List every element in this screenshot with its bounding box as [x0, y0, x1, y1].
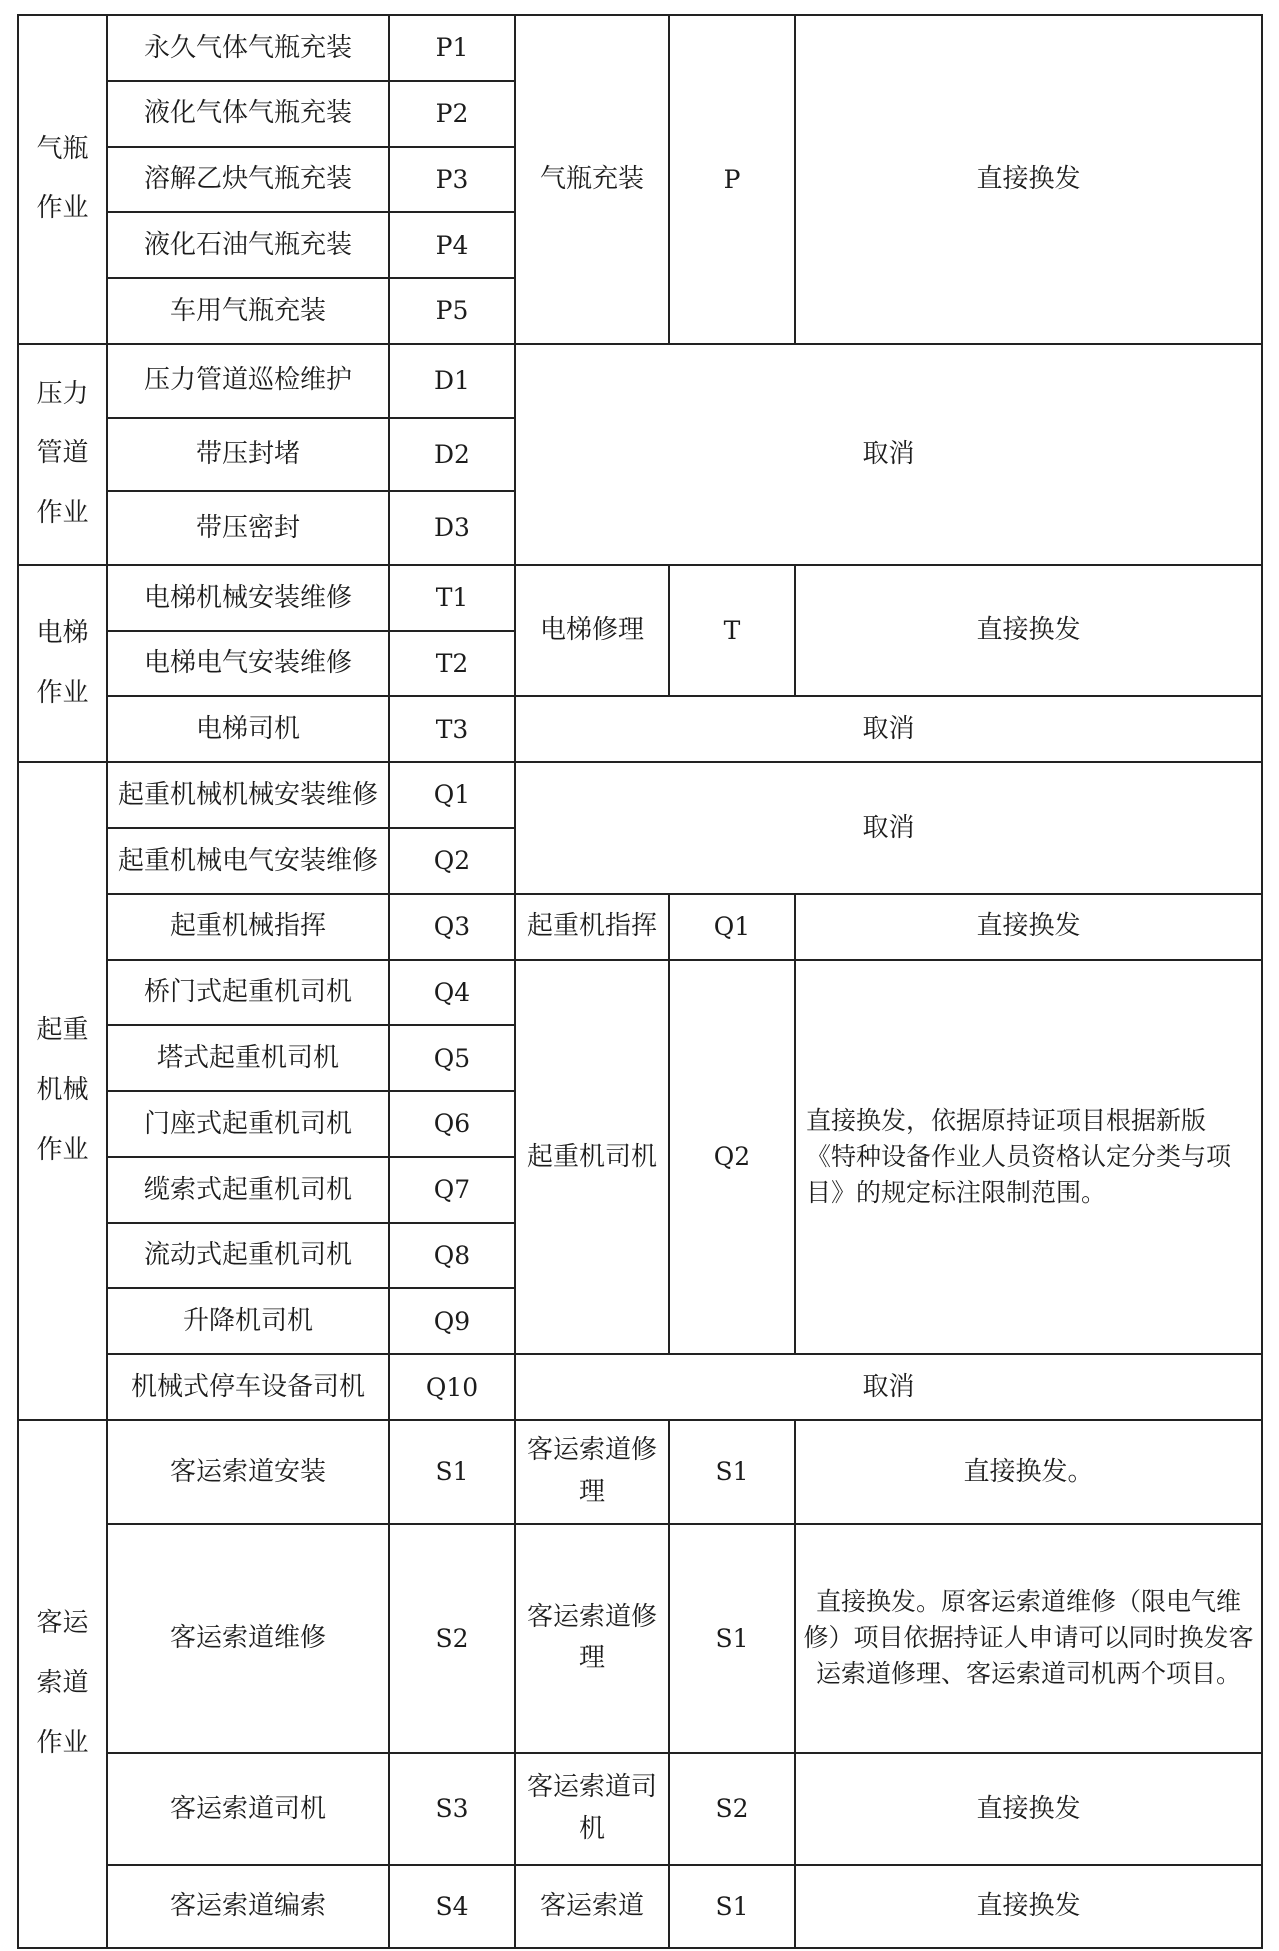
item-code: D3 — [389, 491, 515, 565]
item-code: S1 — [389, 1420, 515, 1524]
item-name: 客运索道安装 — [107, 1420, 389, 1524]
table-row — [18, 696, 1262, 762]
item-code: Q5 — [389, 1025, 515, 1091]
item-code: T1 — [389, 565, 515, 631]
certificate-conversion-table — [17, 14, 1263, 1949]
new-item-name: 客运索道 — [515, 1865, 669, 1948]
item-code: S2 — [389, 1524, 515, 1753]
table-row — [18, 894, 1262, 960]
item-name: 带压封堵 — [107, 418, 389, 492]
item-name: 客运索道司机 — [107, 1753, 389, 1865]
item-name: 溶解乙炔气瓶充装 — [107, 147, 389, 213]
item-code: T3 — [389, 696, 515, 762]
item-name: 起重机械机械安装维修 — [107, 762, 389, 828]
table-row — [18, 1753, 1262, 1865]
table-row — [18, 762, 1262, 828]
table-row — [18, 15, 1262, 81]
cancel-cell: 取消 — [515, 696, 1262, 762]
new-item-name: 起重机指挥 — [515, 894, 669, 960]
item-code: S3 — [389, 1753, 515, 1865]
note-cell: 直接换发。原客运索道维修（限电气维修）项目依据持证人申请可以同时换发客运索道修理、客运索道司机两个项目。 — [795, 1524, 1262, 1753]
table-row — [18, 1420, 1262, 1524]
cancel-cell: 取消 — [515, 344, 1262, 565]
item-code: P5 — [389, 278, 515, 344]
new-item-code: P — [669, 15, 795, 344]
item-name: 起重机械指挥 — [107, 894, 389, 960]
table-row — [18, 960, 1262, 1026]
category-cell: 起重机械作业 — [18, 762, 107, 1420]
new-item-name: 电梯修理 — [515, 565, 669, 697]
item-name: 带压密封 — [107, 491, 389, 565]
new-item-code: Q1 — [669, 894, 795, 960]
item-name: 永久气体气瓶充装 — [107, 15, 389, 81]
item-name: 缆索式起重机司机 — [107, 1157, 389, 1223]
table-row — [18, 565, 1262, 631]
item-name: 机械式停车设备司机 — [107, 1354, 389, 1420]
item-code: Q8 — [389, 1223, 515, 1289]
item-name: 电梯电气安装维修 — [107, 631, 389, 697]
new-item-name: 气瓶充装 — [515, 15, 669, 344]
table-row — [18, 1524, 1262, 1753]
item-name: 客运索道编索 — [107, 1865, 389, 1948]
item-name: 电梯司机 — [107, 696, 389, 762]
table-row — [18, 344, 1262, 418]
item-name: 液化石油气瓶充装 — [107, 212, 389, 278]
item-name: 电梯机械安装维修 — [107, 565, 389, 631]
note-cell: 直接换发 — [795, 1865, 1262, 1948]
note-cell: 直接换发，依据原持证项目根据新版《特种设备作业人员资格认定分类与项目》的规定标注限制范围。 — [795, 960, 1262, 1355]
cancel-cell: 取消 — [515, 1354, 1262, 1420]
item-code: D1 — [389, 344, 515, 418]
item-code: Q10 — [389, 1354, 515, 1420]
item-code: S4 — [389, 1865, 515, 1948]
item-code: P4 — [389, 212, 515, 278]
new-item-code: S1 — [669, 1420, 795, 1524]
new-item-code: S1 — [669, 1524, 795, 1753]
item-name: 客运索道维修 — [107, 1524, 389, 1753]
note-cell: 直接换发 — [795, 1753, 1262, 1865]
new-item-code: S1 — [669, 1865, 795, 1948]
item-code: Q1 — [389, 762, 515, 828]
item-code: Q4 — [389, 960, 515, 1026]
category-cell: 电梯作业 — [18, 565, 107, 762]
table-row — [18, 1865, 1262, 1948]
new-item-name: 客运索道司机 — [515, 1753, 669, 1865]
new-item-code: T — [669, 565, 795, 697]
item-name: 流动式起重机司机 — [107, 1223, 389, 1289]
item-name: 车用气瓶充装 — [107, 278, 389, 344]
cancel-cell: 取消 — [515, 762, 1262, 894]
item-code: Q3 — [389, 894, 515, 960]
item-code: Q9 — [389, 1288, 515, 1354]
item-code: P2 — [389, 81, 515, 147]
note-cell: 直接换发 — [795, 894, 1262, 960]
note-cell: 直接换发。 — [795, 1420, 1262, 1524]
item-code: P1 — [389, 15, 515, 81]
item-name: 桥门式起重机司机 — [107, 960, 389, 1026]
new-item-name: 起重机司机 — [515, 960, 669, 1355]
new-item-code: Q2 — [669, 960, 795, 1355]
note-cell: 直接换发 — [795, 15, 1262, 344]
item-name: 门座式起重机司机 — [107, 1091, 389, 1157]
new-item-name: 客运索道修理 — [515, 1420, 669, 1524]
item-name: 升降机司机 — [107, 1288, 389, 1354]
item-name: 起重机械电气安装维修 — [107, 828, 389, 894]
category-cell: 气瓶作业 — [18, 15, 107, 344]
category-cell: 压力管道作业 — [18, 344, 107, 565]
item-name: 液化气体气瓶充装 — [107, 81, 389, 147]
new-item-code: S2 — [669, 1753, 795, 1865]
item-code: T2 — [389, 631, 515, 697]
item-code: P3 — [389, 147, 515, 213]
table-row — [18, 1354, 1262, 1420]
note-cell: 直接换发 — [795, 565, 1262, 697]
category-cell: 客运索道作业 — [18, 1420, 107, 1948]
item-name: 压力管道巡检维护 — [107, 344, 389, 418]
item-code: D2 — [389, 418, 515, 492]
new-item-name: 客运索道修理 — [515, 1524, 669, 1753]
item-code: Q6 — [389, 1091, 515, 1157]
item-code: Q2 — [389, 828, 515, 894]
item-code: Q7 — [389, 1157, 515, 1223]
item-name: 塔式起重机司机 — [107, 1025, 389, 1091]
